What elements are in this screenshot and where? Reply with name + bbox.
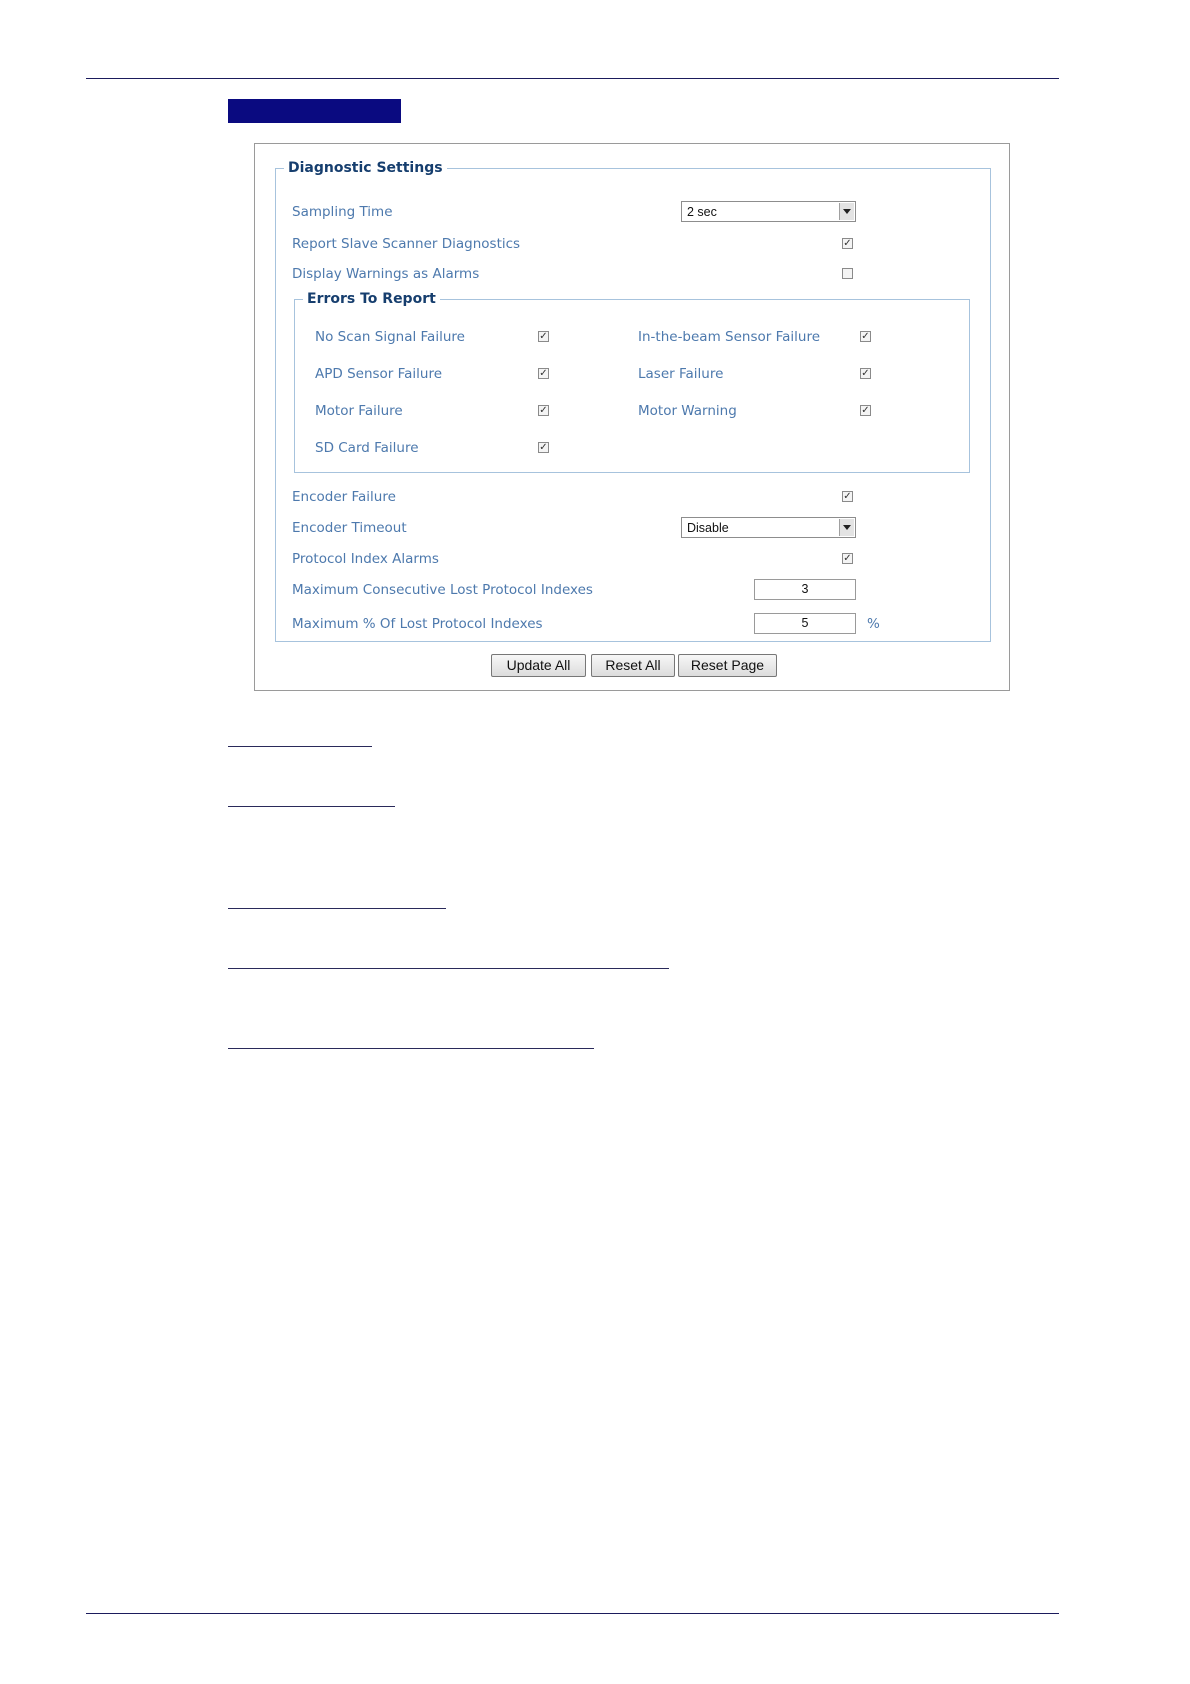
max-consecutive-label: Maximum Consecutive Lost Protocol Indexes — [292, 582, 593, 598]
motor-warning-checkbox[interactable]: ✓ — [861, 405, 870, 416]
laser-failure-label: Laser Failure — [638, 366, 724, 382]
reference-link[interactable] — [228, 746, 372, 747]
errors-to-report-title: Errors To Report — [307, 291, 436, 307]
warnings-as-alarms-checkbox[interactable] — [842, 268, 853, 279]
encoder-timeout-value: Disable — [687, 521, 729, 535]
motor-failure-checkbox[interactable]: ✓ — [539, 405, 548, 416]
header-rule — [86, 78, 1059, 79]
reset-all-button[interactable]: Reset All — [591, 654, 675, 677]
sampling-time-value: 2 sec — [687, 205, 717, 219]
protocol-index-alarms-checkbox[interactable]: ✓ — [843, 553, 852, 564]
diagnostic-settings-screenshot — [254, 143, 1010, 691]
errors-to-report-group — [294, 291, 970, 473]
no-scan-signal-checkbox[interactable]: ✓ — [539, 331, 548, 342]
reference-link[interactable] — [228, 968, 669, 969]
in-the-beam-label: In-the-beam Sensor Failure — [638, 329, 821, 345]
diagnostic-settings-group — [275, 160, 991, 642]
encoder-failure-checkbox[interactable]: ✓ — [843, 491, 852, 502]
apd-sensor-checkbox[interactable]: ✓ — [539, 368, 548, 379]
sampling-time-label: Sampling Time — [292, 204, 393, 220]
reference-link[interactable] — [228, 908, 446, 909]
encoder-failure-label: Encoder Failure — [292, 489, 396, 505]
max-percent-label: Maximum % Of Lost Protocol Indexes — [292, 616, 543, 632]
warnings-as-alarms-label: Display Warnings as Alarms — [292, 266, 480, 282]
encoder-timeout-label: Encoder Timeout — [292, 520, 407, 536]
encoder-timeout-select[interactable] — [681, 517, 856, 538]
protocol-index-alarms-label: Protocol Index Alarms — [292, 551, 439, 567]
motor-warning-label: Motor Warning — [638, 403, 737, 419]
reference-link[interactable] — [228, 1048, 594, 1049]
report-slave-label: Report Slave Scanner Diagnostics — [292, 236, 521, 252]
sd-card-label: SD Card Failure — [315, 440, 419, 456]
diagnostic-settings-title: Diagnostic Settings — [288, 160, 443, 176]
sd-card-checkbox[interactable]: ✓ — [539, 442, 548, 453]
max-percent-input[interactable]: 5 — [754, 613, 856, 634]
reset-page-button[interactable]: Reset Page — [678, 654, 777, 677]
report-slave-checkbox[interactable]: ✓ — [843, 238, 852, 249]
chevron-down-icon[interactable] — [839, 203, 854, 220]
sampling-time-select[interactable] — [681, 201, 856, 222]
laser-failure-checkbox[interactable]: ✓ — [861, 368, 870, 379]
in-the-beam-checkbox[interactable]: ✓ — [861, 331, 870, 342]
max-consecutive-input[interactable]: 3 — [754, 579, 856, 600]
chevron-down-icon[interactable] — [839, 519, 854, 536]
percent-unit: % — [867, 616, 880, 632]
section-title-bar — [228, 99, 401, 123]
motor-failure-label: Motor Failure — [315, 403, 403, 419]
footer-rule — [86, 1613, 1059, 1614]
no-scan-signal-label: No Scan Signal Failure — [315, 329, 465, 345]
update-all-button[interactable]: Update All — [491, 654, 586, 677]
apd-sensor-label: APD Sensor Failure — [315, 366, 443, 382]
reference-link[interactable] — [228, 806, 395, 807]
